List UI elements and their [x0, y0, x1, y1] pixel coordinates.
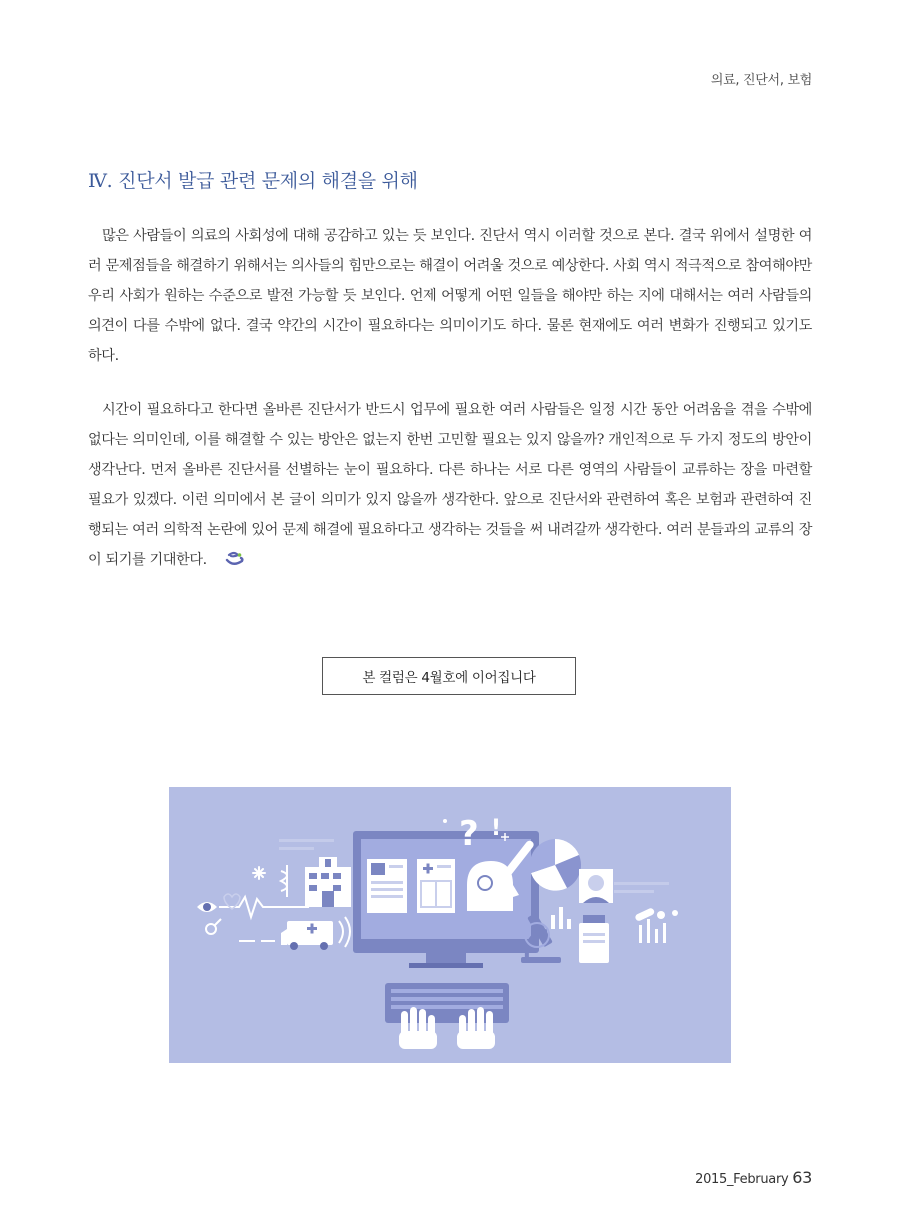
paragraph-text: 많은 사람들이 의료의 사회성에 대해 공감하고 있는 듯 보인다. 진단서 역시 이러할 것으로 본다. 결국 위에서 설명한 여러 문제점들을 해결하기 위해서는 의사들의 힘만으로는 해결이 어려울 것으로 예상한다. 사회 역시 적극적으로 참여해야만 우리 사회가 원하는 수준으로 발전 가능할 듯 보인다. 언제 어떻게 어떤 일들을 해야만 하는 지에 대해서는 여러 사람들의 의견이 다를 수밖에 없다. 결국 약간의 시간이 필요하다는 의미이기도 하다. 물론 현재에도 여러 변화가 진행되고 있기도 하다.: [88, 228, 812, 364]
medical-chart-icon: [367, 859, 407, 913]
dot-icon: [443, 819, 447, 823]
notice-text: 본 컬럼은 4월호에 이어집니다: [362, 670, 536, 686]
medical-record-icon: [417, 859, 455, 913]
issue-label: 2015_February: [695, 1172, 789, 1187]
continued-notice: [322, 657, 576, 695]
medicine-bottle-icon: [579, 915, 609, 963]
paragraph-text: 시간이 필요하다고 한다면 올바른 진단서가 반드시 업무에 필요한 여러 사람들은 일정 시간 동안 어려움을 겪을 수밖에 없다는 의미인데, 이를 해결할 수 있는 방안은 없는지 한번 고민할 필요는 있지 않을까? 개인적으로 두 가지 정도의 방안이 생각난다. 먼저 올바른 진단서를 선별하는 눈이 필요하다. 다른 하나는 서로 다른 영역의 사람들이 교류하는 장을 마련할 필요가 있겠다. 이런 의미에서 본 글이 의미가 있지 않을까 생각한다. 앞으로 진단서와 관련하여 혹은 보험과 관련하여 진행되는 여러 의학적 논란에 있어 문제 해결에 필요하다고 생각하는 것들을 써 내려갈까 생각한다. 여러 분들과의 교류의 장이 되기를 기대한다.: [88, 402, 812, 568]
body-paragraph: [88, 221, 812, 371]
section-title: Ⅳ. 진단서 발급 관련 문제의 해결을 위해: [88, 170, 418, 192]
asterisk-icon: [253, 867, 265, 879]
body-paragraph: [88, 395, 812, 578]
pie-chart-icon: [530, 839, 581, 891]
exclamation-icon: !: [491, 816, 502, 841]
page-footer: [695, 1168, 812, 1187]
brand-swirl-icon: [211, 548, 245, 578]
question-mark-icon: ?: [459, 814, 479, 854]
medical-illustration: [169, 787, 731, 1063]
page-number: 63: [792, 1168, 812, 1187]
doctor-avatar-icon: [579, 869, 613, 903]
running-head: 의료, 진단서, 보험: [710, 73, 812, 88]
